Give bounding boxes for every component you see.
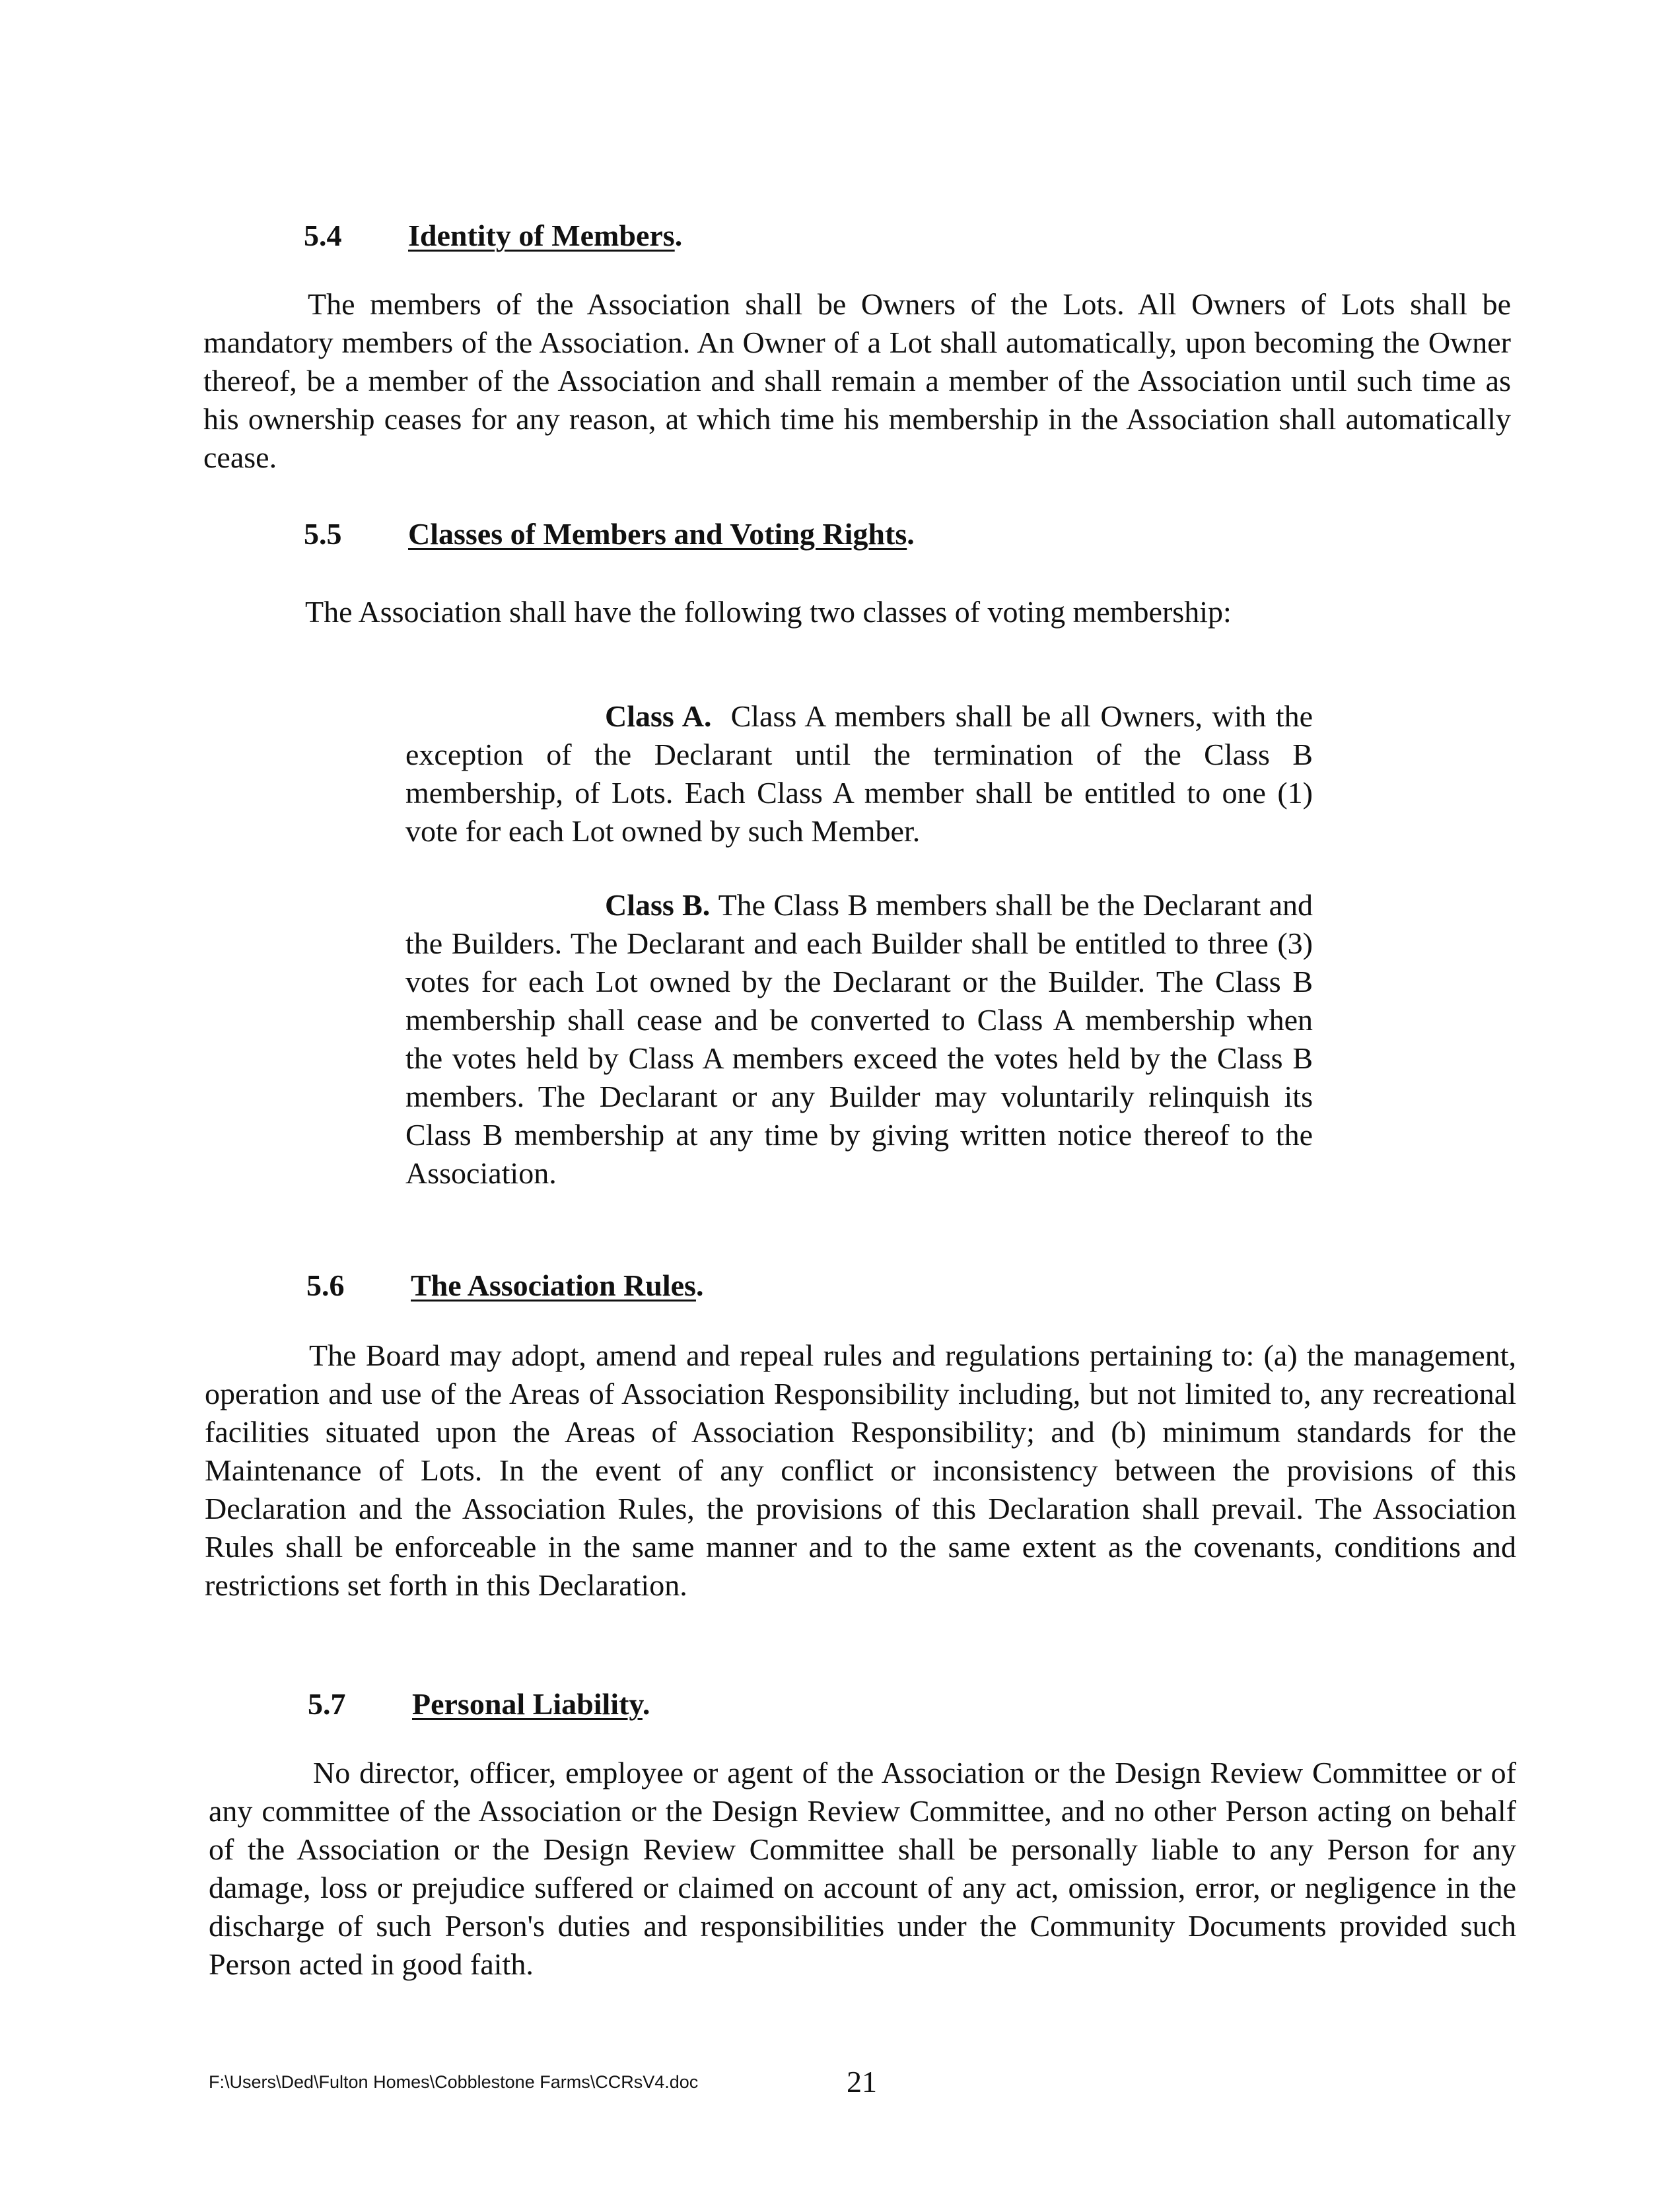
class-a-paragraph: [405, 697, 1313, 850]
section-number: 5.4: [304, 219, 342, 252]
paragraph-text: No director, officer, employee or agent of the Association or the Design Review Committee or of any committee of the Association or the Design Review Committee, and no other Person acting on behalf of the Association or the Design Review Committee shall be personally liable to any Person for any damage, loss or prejudice suffered or claimed on account of any act, omission, error, or negligence in the discharge of such Person's duties and responsibilities under the Community Documents provided such Person acted in good faith.: [209, 1756, 1516, 1981]
section-title: The Association Rules: [411, 1268, 696, 1302]
section-heading-5-5: 5.5 Classes of Members and Voting Rights.: [304, 517, 915, 551]
section-number: 5.5: [304, 517, 342, 551]
section-heading-5-7: 5.7 Personal Liability.: [308, 1687, 650, 1721]
footer-file-path: F:\Users\Ded\Fulton Homes\Cobblestone Farms\CCRsV4.doc: [209, 2072, 699, 2092]
class-b-label: Class B.: [605, 888, 711, 922]
section-paragraph-5-4: [203, 285, 1511, 477]
section-paragraph-5-7: [209, 1754, 1516, 1984]
section-number: 5.6: [306, 1268, 345, 1302]
section-paragraph-5-6: [205, 1336, 1516, 1605]
intro-text: The Association shall have the following two classes of voting membership:: [305, 595, 1232, 629]
class-b-text: The Class B members shall be the Declarant and the Builders. The Declarant and each Builder shall be entitled to three (3) votes for each Lot owned by the Declarant or the Builder. The Class B membership shall cease and be converted to Class A membership when the votes held by Class A members exceed the votes held by the Class B members. The Declarant or any Builder may voluntarily relinquish its Class B membership at any time by giving written notice thereof to the Association.: [405, 888, 1313, 1190]
paragraph-text: The members of the Association shall be Owners of the Lots. All Owners of Lots shall be mandatory members of the Association. An Owner of a Lot shall automatically, upon becoming the Owner thereof, be a member of the Association and shall remain a member of the Association until such time as his ownership ceases for any reason, at which time his membership in the Association shall automatically cease.: [203, 287, 1511, 474]
class-a-label: Class A.: [605, 699, 712, 733]
paragraph-text: The Board may adopt, amend and repeal rules and regulations pertaining to: (a) the management, operation and use of the Areas of Association Responsibility including, but not limited to, any recreational facilities situated upon the Areas of Association Responsibility; and (b) minimum standards for the Maintenance of Lots. In the event of any conflict or inconsistency between the provisions of this Declaration and the Association Rules, the provisions of this Declaration shall prevail. The Association Rules shall be enforceable in the same manner and to the same extent as the covenants, conditions and restrictions set forth in this Declaration.: [205, 1338, 1516, 1602]
section-title: Classes of Members and Voting Rights: [408, 517, 907, 551]
section-heading-5-6: 5.6 The Association Rules.: [306, 1268, 704, 1302]
section-heading-5-4: 5.4 Identity of Members.: [304, 219, 683, 252]
class-a-text: Class A members shall be all Owners, with the exception of the Declarant until the termination of the Class B membership, of Lots. Each Class A member shall be entitled to one (1) vote for each Lot owned by such Member.: [405, 699, 1313, 848]
class-b-paragraph: [405, 886, 1313, 1193]
section-title: Identity of Members: [408, 219, 675, 252]
section-number: 5.7: [308, 1687, 346, 1721]
page-number: 21: [847, 2065, 877, 2099]
section-title: Personal Liability: [412, 1687, 643, 1721]
section-intro-5-5: [305, 593, 1560, 631]
